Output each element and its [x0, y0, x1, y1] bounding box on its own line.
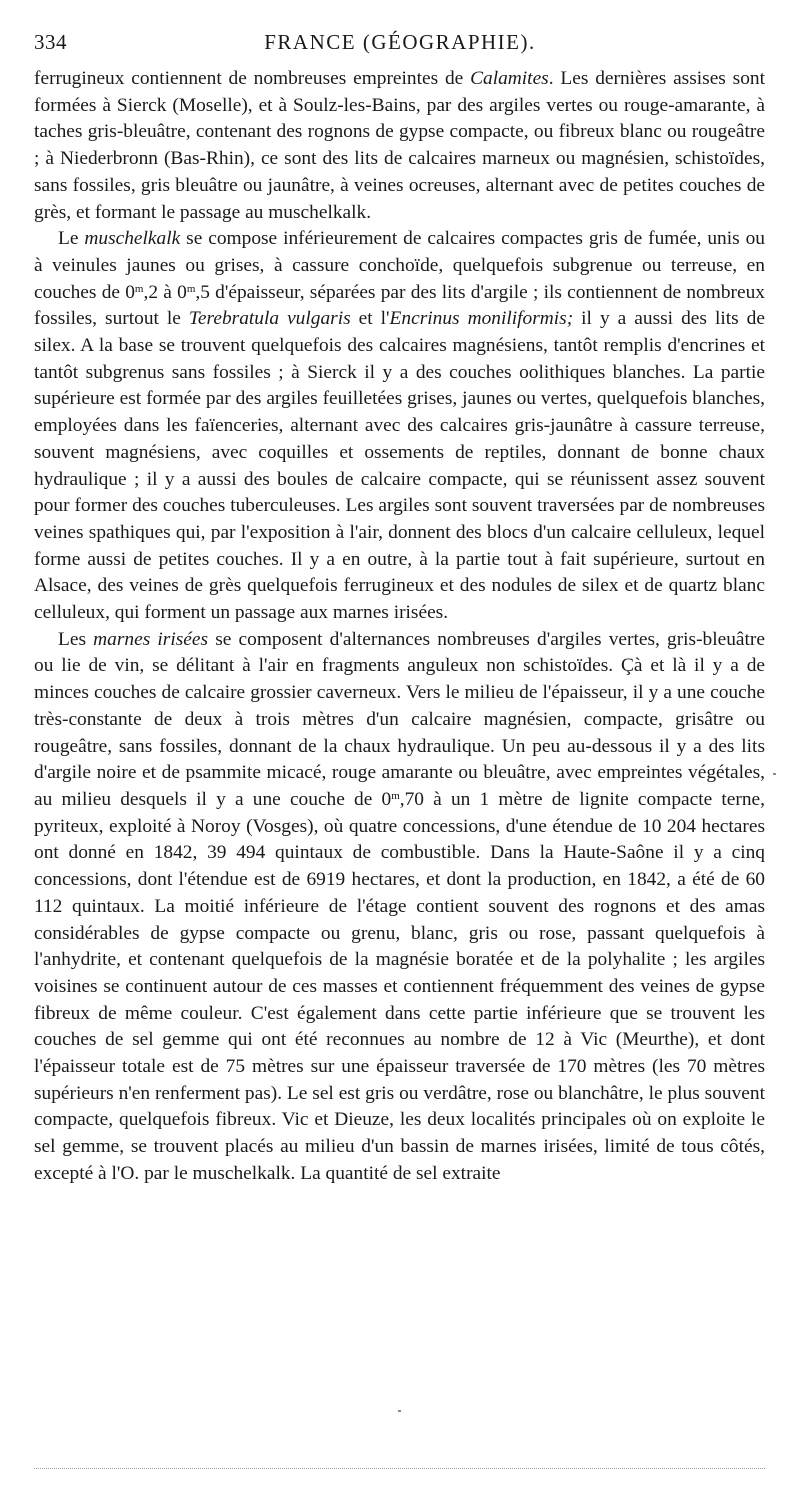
unit-superscript: m [186, 282, 196, 295]
running-title: FRANCE (GÉOGRAPHIE). [264, 30, 536, 54]
page-number: 334 [34, 30, 67, 54]
italic-term: Terebratula vulgaris [188, 308, 351, 330]
paragraph [34, 226, 765, 627]
text-run: ferrugineux contiennent de nombreuses empreintes de [34, 68, 471, 89]
unit-superscript: m [391, 789, 400, 802]
speck [398, 1410, 401, 1412]
italic-term: Encrinus moniliformis; [389, 308, 574, 330]
text-run: il y a aussi des lits de silex. A la base se trouvent quelquefois des calcaires magnésiens, tantôt remplis d'encrines et tantôt subgrenus sans fossiles ; à Sierck il y a des couches oolithiques blanches. La partie supérieure est formée par des argiles feuilletées grises, jaunes ou vertes, quelquefois blanches, employées dans les faïenceries, alternant avec des calcaires gris-jaunâtre à cassure terreuse, souvent magnésiens, avec coquilles et ossements de reptiles, donnant de bonne chaux hydraulique ; il y a aussi des boules de calcaire compacte, qui se réunissent assez souvent pour former des couches tuberculeuses. Les argiles sont souvent traversées par de nombreuses veines spathiques qui, par l'exposition à l'air, donnent des blocs d'un calcaire celluleux, lequel forme aussi de petites couches. Il y a en outre, à la partie tout à fait supérieure, surtout en Alsace, des veines de grès quelquefois ferrugineux et des nodules de silex et de quartz blanc celluleux, qui forment un passage aux marnes irisées. [34, 308, 765, 624]
body-text [34, 66, 765, 1188]
bottom-dotted-rule [34, 1468, 765, 1469]
text-run: se composent d'alternances nombreuses d'argiles vertes, gris-bleuâtre ou lie de vin, se délitant à l'air en fragments anguleux non schistoïdes. Çà et là il y a de minces couches de calcaire grossier caverneux. Vers le milieu de l'épaisseur, il y a une couche très-constante de deux à trois mètres d'un calcaire magnésien, compacte, grisâtre ou rougeâtre, sans fossiles, donnant de la chaux hydraulique. Un peu au-dessous il y a des lits d'argile noire et de psammite micacé, rouge amarante ou bleuâtre, avec empreintes végétales, au milieu desquels il y a une couche de 0 [34, 628, 765, 810]
italic-term: marnes irisées [93, 628, 209, 650]
text-run: Les [58, 628, 94, 650]
text-run: . Les dernières assises sont formées à Sierck (Moselle), et à Soulz-les-Bains, par des argiles vertes ou rouge-amarante, à taches gris-bleuâtre, contenant des rognons de gypse compacte, ou fibreux blanc ou rougeâtre ; à Niederbronn (Bas-Rhin), ce sont des lits de calcaires marneux ou magnésien, schistoïdes, sans fossiles, gris bleuâtre ou jaunâtre, à veines ocreuses, alternant avec de petites couches de grès, et formant le passage au muschelkalk. [34, 68, 765, 223]
paragraph [34, 627, 765, 1188]
italic-term: muschelkalk [84, 228, 181, 250]
text-run: se compose inférieurement de calcaires compactes gris de fumée, unis ou à veinules jaunes ou grises, à cassure conchoïde, quelquefois subgrenue ou terreuse, en couches de 0 [34, 228, 765, 303]
text-run: et l' [350, 308, 390, 330]
text-run: ,5 d'épaisseur, séparées par des lits d'argile ; ils contiennent de nombreux fossiles, surtout le [34, 281, 765, 330]
text-run: Le [58, 228, 85, 250]
italic-term: Calamites [470, 68, 549, 89]
speck [773, 773, 776, 775]
page-header [34, 24, 766, 64]
unit-superscript: m [134, 282, 144, 295]
paragraph [34, 66, 765, 226]
text-run: ,2 à 0 [143, 281, 187, 303]
text-run: ,70 à un 1 mètre de lignite compacte terne, pyriteux, exploité à Noroy (Vosges), où quatre concessions, d'une étendue de 10 204 hectares ont donné en 1842, 39 494 quintaux de combustible. Dans la Haute-Saône il y a cinq concessions, dont l'étendue est de 6919 hectares, et dont la production, en 1842, a été de 60 112 quintaux. La moitié inférieure de l'étage contient souvent des rognons et des amas considérables de gypse compacte ou grenu, blanc, gris ou rose, passant quelquefois à l'anhydrite, et contenant quelquefois de la magnésie boratée et de la polyhalite ; les argiles voisines se continuent autour de ces masses et contiennent fréquemment des veines de gypse fibreux de même couleur. C'est également dans cette partie inférieure que se trouvent les couches de sel gemme qui ont été reconnues au nombre de 12 à Vic (Meurthe), et dont l'épaisseur totale est de 75 mètres sur une épaisseur traversée de 170 mètres (les 70 mètres supérieurs n'en renferment pas). Le sel est gris ou verdâtre, rose ou blanchâtre, le plus souvent compacte, quelquefois fibreux. Vic et Dieuze, les deux localités principales où on exploite le sel gemme, se trouvent placés au milieu d'un bassin de marnes irisées, limité de tous côtés, excepté à l'O. par le muschelkalk. La quantité de sel extraite [34, 788, 765, 1184]
